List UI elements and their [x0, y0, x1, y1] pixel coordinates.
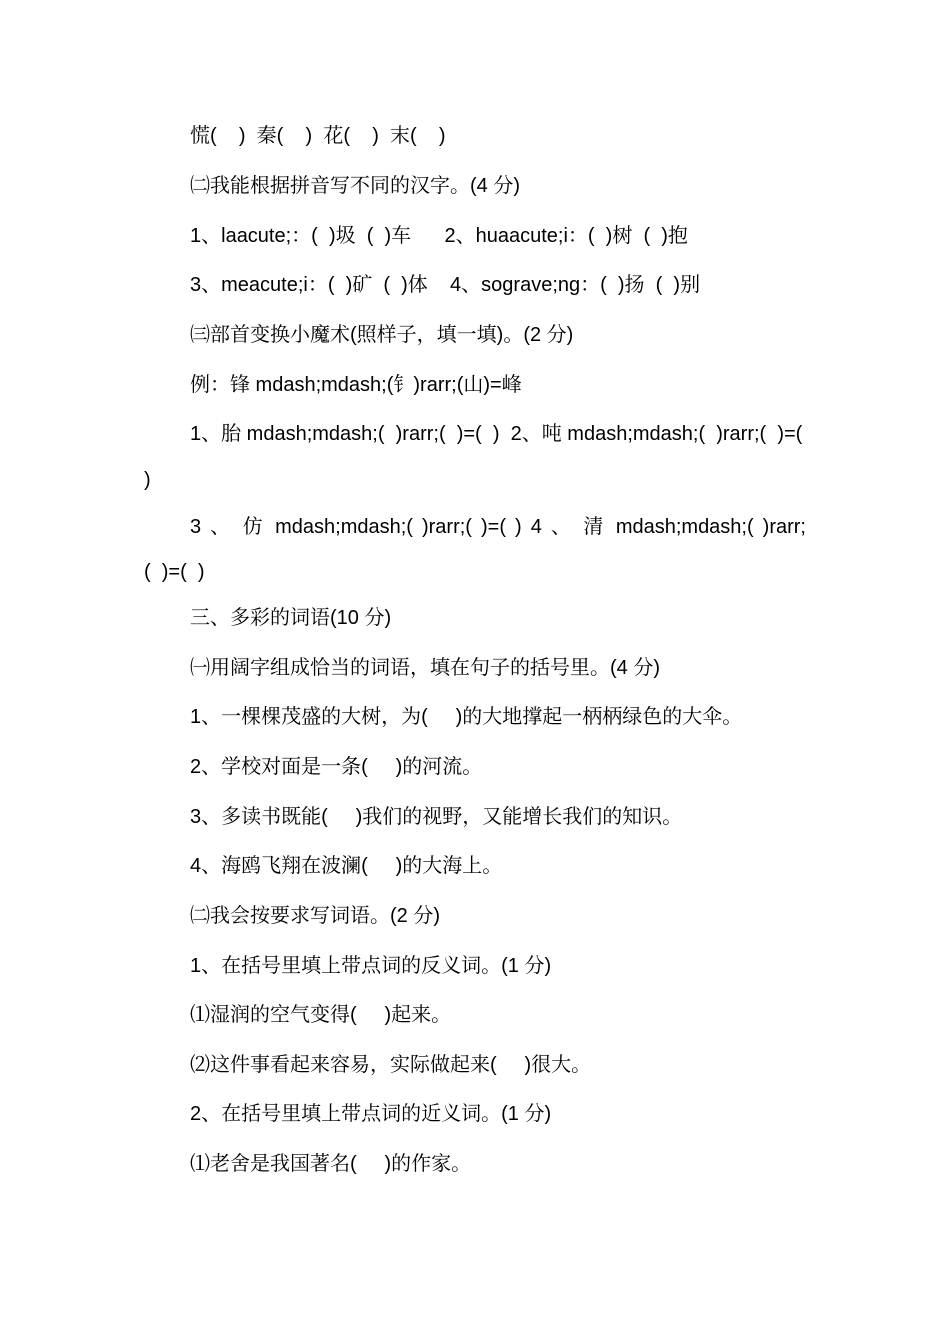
question-line: ⑵这件事看起来容易，实际做起来( )很大。: [190, 1054, 592, 1076]
question-line: 1、一棵棵茂盛的大树，为( )的大地撑起一柄柄绿色的大伞。: [190, 706, 743, 728]
section-title: 三、多彩的词语(10 分): [190, 607, 392, 629]
question-line: ⑴湿润的空气变得( )起来。: [190, 1004, 452, 1026]
text-line: 3 、 仿 mdash;mdash;( )rarr;( )=( ) 4 、 清 mdash;mdash;( )rarr;: [190, 516, 806, 538]
question-line: 4、海鸥飞翔在波澜( )的大海上。: [190, 855, 503, 877]
section-heading: ㈡我会按要求写词语。(2 分): [190, 905, 440, 927]
question-line: 2、在括号里填上带点词的近义词。(1 分): [190, 1103, 552, 1125]
question-line: 1、在括号里填上带点词的反义词。(1 分): [190, 955, 552, 977]
text-line: 慌( ) 秦( ) 花( ) 末( ): [190, 125, 446, 147]
section-heading: ㈢部首变换小魔术(照样子，填一填)。(2 分): [190, 324, 574, 346]
text-line: 3、meacute;i：( )矿 ( )体 4、sograve;ng：( )扬 ( )别: [190, 274, 701, 296]
example-line: 例：锋 mdash;mdash;(钅)rarr;(山)=峰: [190, 374, 522, 396]
text-line-continuation: ( )=( ): [144, 561, 205, 583]
text-line-continuation: ): [144, 469, 151, 491]
question-line: 2、学校对面是一条( )的河流。: [190, 756, 483, 778]
section-heading: ㈠用阔字组成恰当的词语，填在句子的括号里。(4 分): [190, 657, 660, 679]
text-line: 1、laacute;：( )圾 ( )车 2、huaacute;i：( )树 ( )抱: [190, 225, 688, 247]
question-line: 3、多读书既能( )我们的视野，又能增长我们的知识。: [190, 806, 683, 828]
section-heading: ㈡我能根据拼音写不同的汉字。(4 分): [190, 175, 520, 197]
question-line: ⑴老舍是我国著名( )的作家。: [190, 1153, 472, 1175]
text-line: 1、胎 mdash;mdash;( )rarr;( )=( ) 2、吨 mdash;mdash;( )rarr;( )=(: [190, 423, 803, 445]
